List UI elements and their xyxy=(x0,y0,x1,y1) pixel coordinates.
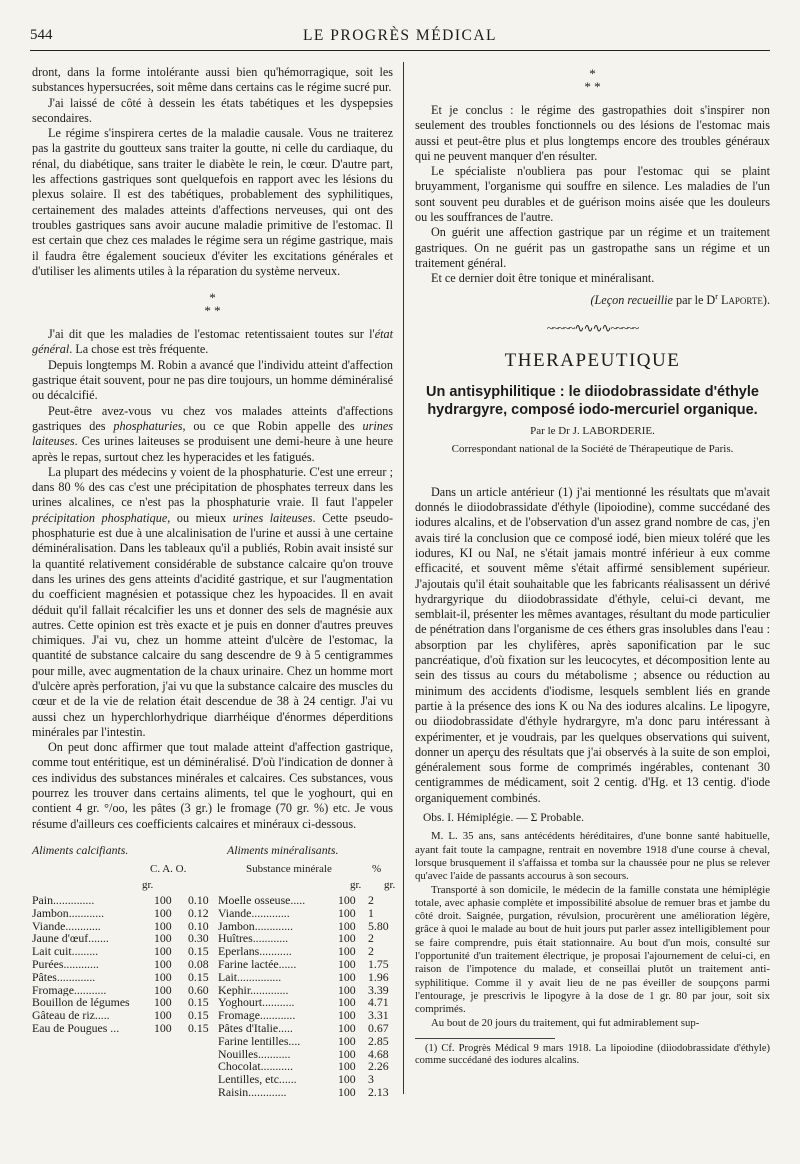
journal-title: LE PROGRÈS MÉDICAL xyxy=(302,27,498,44)
table-row: Moelle osseuse..... 100 2 xyxy=(218,893,374,907)
table-row: Fromage............ 100 3.31 xyxy=(218,1009,389,1022)
paragraph: Depuis longtemps M. Robin a avancé que l'individu atteint d'affection gastrique était souvent, pour ne pas dire toujours, un homme déminéralisé ou décalcifié. xyxy=(32,357,393,403)
table-row: Purées............ 100 0.08 xyxy=(32,957,209,971)
table-row: Gâteau de riz..... 100 0.15 xyxy=(32,1009,209,1022)
section-asterism: * * * xyxy=(204,290,221,319)
footnote-text: (1) Cf. Progrès Médical 9 mars 1918. La lipoiodine (diiodobrassidate d'éthyle) comme succédané des iodures alcalins. xyxy=(415,1042,770,1067)
table-row: Lait............... 100 1.96 xyxy=(218,970,389,984)
table-row: Kephir............. 100 3.39 xyxy=(218,983,389,997)
table-row: Chocolat........... 100 2.26 xyxy=(218,1060,389,1074)
col-header-gr: gr. xyxy=(350,878,362,891)
article-title: Un antisyphilitique : le diiodobrassidate d'éthyle hydrargyre, composé iodo-mercuriel organique. xyxy=(426,384,759,418)
page-number: 544 xyxy=(30,27,53,43)
table-row: Lentilles, etc...... 100 3 xyxy=(218,1073,374,1086)
page-header xyxy=(30,27,770,49)
table-header-calcifying: Aliments calcifiants. xyxy=(32,842,129,857)
table-header-mineralizing: Aliments minéralisants. xyxy=(227,842,339,857)
table-right-rows xyxy=(218,894,393,1099)
header-rule xyxy=(30,50,770,51)
col-header-gr: gr. xyxy=(142,878,154,891)
right-column xyxy=(415,65,770,1068)
table-left-rows xyxy=(32,894,222,1035)
table-row: Huîtres............ 100 2 xyxy=(218,932,374,946)
table-row: Lait cuit......... 100 0.15 xyxy=(32,945,209,958)
col-header-mineral: Substance minérale xyxy=(246,862,332,875)
table-row: Yoghourt........... 100 4.71 xyxy=(218,996,389,1010)
table-row: Eperlans........... 100 2 xyxy=(218,945,374,958)
paragraph: Dans un article antérieur (1) j'ai mentionné les résultats que m'avait donnés le diiodobrassidate d'éthyle (lipoiodine), comme succédané des iodures alcalins, et de l'observation d'un assez grand nombre de cas, j'en avais tiré la conclusion que ce composé iodé, bien mieux toléré que les iodures, KI ou NaI, ne s'était jamais montré inférieur à eux comme efficacité, et souvent même s'était affirmé sensiblement supérieur. J'ajoutais qu'il était souhaitable que les fabricants réalisassent un dérivé hydrargyrique du diiodobrassidate d'éthyle, celui-ci devant, me semblait-il, présenter les mêmes avantages, résultant du mode particulier de pénétration dans l'organisme de ces éthers gras insolubles dans l'eau : absorption par les chylifères, après saponification par le suc pancréatique, d'où fixation sur les leucocytes, et décomposition lente au sein des tissus au cours du métabolisme ; absence ou réduction au minimum des accidents d'iodisme, lesquels semblent liés en grande partie à la présence des ions K ou Na des iodures alcalins. Le lipogyre, ou diiodobrassidate d'éthyle hydrargyre, m'a donc paru intéressant à expérimenter, et je voudrais, par les quelques observations qui suivent, donner un aperçu des résultats que j'ai observés à la suite de son emploi, généralement sous forme de comprimés ingérables, contenant 30 centigrammes de médicament, soit 2 centig. d'Hg. et 13 centig. d'iode organiquement combinés. xyxy=(415,484,770,805)
paragraph: dront, dans la forme intolérante aussi bien qu'hémorragique, soit les substances hypersucrées, soit même dans certains cas le régime sucré pur. xyxy=(32,65,393,95)
table-row: Farine lentilles.... 100 2.85 xyxy=(218,1034,389,1048)
paragraph: Et je conclus : le régime des gastropathies doit s'inspirer non seulement des troubles fonctionnels ou des lésions de l'estomac mais aussi et peut-être plus et plus longtemps encore des troubles généraux qui ne peuvent manquer d'en résulter. xyxy=(415,103,770,163)
section-asterism: * * * xyxy=(584,66,601,94)
table-row: Nouilles........... 100 4.68 xyxy=(218,1047,389,1061)
paragraph: J'ai dit que les maladies de l'estomac retentissaient toutes sur l'état général. La chose est très fréquente. xyxy=(32,327,393,357)
table-row: Jambon............ 100 0.12 xyxy=(32,906,209,920)
table-row: Viande............. 100 1 xyxy=(218,906,374,920)
paragraph: J'ai laissé de côté à dessein les états tabétiques et les dyspepsies secondaires. xyxy=(32,95,393,125)
table-row: Bouillon de légumes 100 0.15 xyxy=(32,996,209,1010)
table-row: Pâtes d'Italie..... 100 0.67 xyxy=(218,1021,389,1035)
author-affiliation: Correspondant national de la Société de Thérapeutique de Paris. xyxy=(451,442,734,455)
paragraph: Le spécialiste n'oubliera pas pour l'estomac qui se plaint bruyamment, l'organisme qui souffre en silence. Les maladies de l'un sont souvent peu durables et de guérison moins aisée que les douleurs ou les souffrances de l'autre. xyxy=(415,164,770,225)
mineral-table xyxy=(32,842,396,1164)
table-row: Jambon............. 100 5.80 xyxy=(218,919,389,933)
signature-line: (Leçon recueillie par le $D^r$ Laporte). xyxy=(590,291,770,307)
col-header-pct: % xyxy=(372,862,382,875)
paragraph: Transporté à son domicile, le médecin de la famille constata une hémiplégie totale, avec aphasie complète et impossibilité absolue de remuer bras et jambe du côté droit. Saignée, purgation, révulsion, procurèrent une amélioration légère, grâce à quoi le malade au bout de huit jours put parler assez intelligiblement pour se faire comprendre, puis était stationnaire. Au bout d'un mois, consulté sur l'opportunité d'un traitement électrique, je proposai l'ajournement de celui-ci, en raison de l'impotence du malade, et conseillai plutôt un traitement anti-syphilitique. Comme il y avait lieu de ne pas éveiller de soupçons parmi l'entourage, je prescrivis le lipogyre à la dose de 1 gr. 80 par jour, soit six comprimés. xyxy=(415,883,770,1016)
paragraph: Au bout de 20 jours du traitement, qui fut admirablement sup- xyxy=(431,1016,700,1029)
table-row: Pâtes............. 100 0.15 xyxy=(32,970,209,984)
left-column xyxy=(32,65,396,1164)
paragraph: La plupart des médecins y voient de la phosphaturie. C'est une erreur ; dans 80 % des cas c'est une précipitation de phosphates terreux dans les urines alcalines, ce n'est pas la phosphaturie vraie. Il faut l'appeler précipitation phosphatique, ou mieux urines laiteuses. Cette pseudo-phosphaturie est due à une alcalinisation de l'urine et aussi à une certaine déminéralisation. Dans les tableaux qu'il a publiés, Robin avait insisté sur la quantité relativement considérable de substance calcaire qu'on trouve dans les urines des gens atteints d'acidité gastrique, et sur l'augmentation du coefficient magnésien et potassique chez les hypoacides. Il en avait déduit qu'il fallait récalcifier les uns et donner des sels de magnésie aux autres. Cette opinion est très exacte et je puis en donner d'autres preuves chimiques. J'ai vu, chez un homme atteint d'ulcère de l'estomac, la quantité de substance calcaire du sang descendre de 9 à 5 centigrammes pour mille, avec augmentation de la chaux urinaire. Chez un homme mort d'ulcère après perforation, j'ai vu que la substance calcaire des muscles du cœur et de la vie de relation était descendue de 38 à 24 centigr. J'ai vu aussi chez un hyperchlorhydrique diarrhéique d'énormes déperditions minérales par l'intestin. xyxy=(32,464,393,739)
observation-title: Obs. I. Hémiplégie. — Σ Probable. xyxy=(423,812,584,825)
paragraph: Et ce dernier doit être tonique et minéralisant. xyxy=(431,271,655,286)
table-row: Viande............ 100 0.10 xyxy=(32,919,209,933)
table-row: Farine lactée...... 100 1.75 xyxy=(218,957,389,971)
table-row: Jaune d'œuf....... 100 0.30 xyxy=(32,932,209,946)
column-divider xyxy=(403,62,404,1094)
paragraph: On guérit une affection gastrique par un régime et un traitement gastriques. On ne guérit pas un gastropathe sans un régime et un traitement général. xyxy=(415,225,770,270)
col-header-gr: gr. xyxy=(384,878,396,891)
paragraph: Peut-être avez-vous vu chez vos malades atteints d'affections gastriques des phosphaturies, ou ce que Robin appelle des urines laiteuses. Ces urines laiteuses se produisent une demi-heure à une heure après le repas, surtout chez les hyperacides et les fatigués. xyxy=(32,403,393,464)
footnote xyxy=(415,1038,770,1068)
table-row: Eau de Pougues ... 100 0.15 xyxy=(32,1021,209,1035)
paragraph: M. L. 35 ans, sans antécédents héréditaires, d'une bonne santé habituelle, ayant fait toute la campagne, rentrait en novembre 1918 d'une course à cheval, lorsque brusquement il s'affaissa et tomba sur la chaussée pour ne plus se relever qu'avec l'aide de passants accourus à son secours. xyxy=(415,830,770,883)
table-row: Fromage........... 100 0.60 xyxy=(32,983,209,997)
paragraph: On peut donc affirmer que tout malade atteint d'affection gastrique, comme tout entéritique, est un déminéralisé. D'où l'indication de donner à ces individus des substances minérales et calcaires. Ces substances, vous pourrez les trouver dans certains aliments, tel que le yoghourt, qui en contient 4 gr. °/oo, les pâtes (3 gr.) le fromage (70 gr. %) etc. Je vous résume d'ailleurs ces coefficients calcaires et minéraux ci-dessous. xyxy=(32,740,393,831)
ornamental-divider: ~~~~~∿∿∿∿~~~~~ xyxy=(546,320,639,335)
col-header-cao: C. A. O. xyxy=(150,862,187,875)
author-byline: Par le Dr J. LABORDERIE. xyxy=(530,425,655,438)
table-row: Pain.............. 100 0.10 xyxy=(32,893,209,907)
table-row: Raisin............. 100 2.13 xyxy=(218,1085,389,1099)
section-heading: THERAPEUTIQUE xyxy=(504,350,681,372)
paragraph: Le régime s'inspirera certes de la maladie causale. Vous ne traiterez pas la gastrite du goutteux sans traiter la goutte, ni celle du cardiaque, du rénal, du diabétique, sans traiter le diabète le rein, le cœur. D'autre part, les affections gastriques sont quelquefois en rapport avec les lésions du plexus solaire. Il est des tabétiques, probablement des syphilitiques, certainement des malades atteints d'affections nerveuses, qui ont des troubles gastriques sans avoir aucune maladie primitive de l'estomac. Il est certain que chez ces malades le régime sera un régime gastrique, mais il faudra être également soucieux d'éviter les excitations générales et d'utiliser les aliments utiles à la réparation du système nerveux. xyxy=(32,126,393,278)
